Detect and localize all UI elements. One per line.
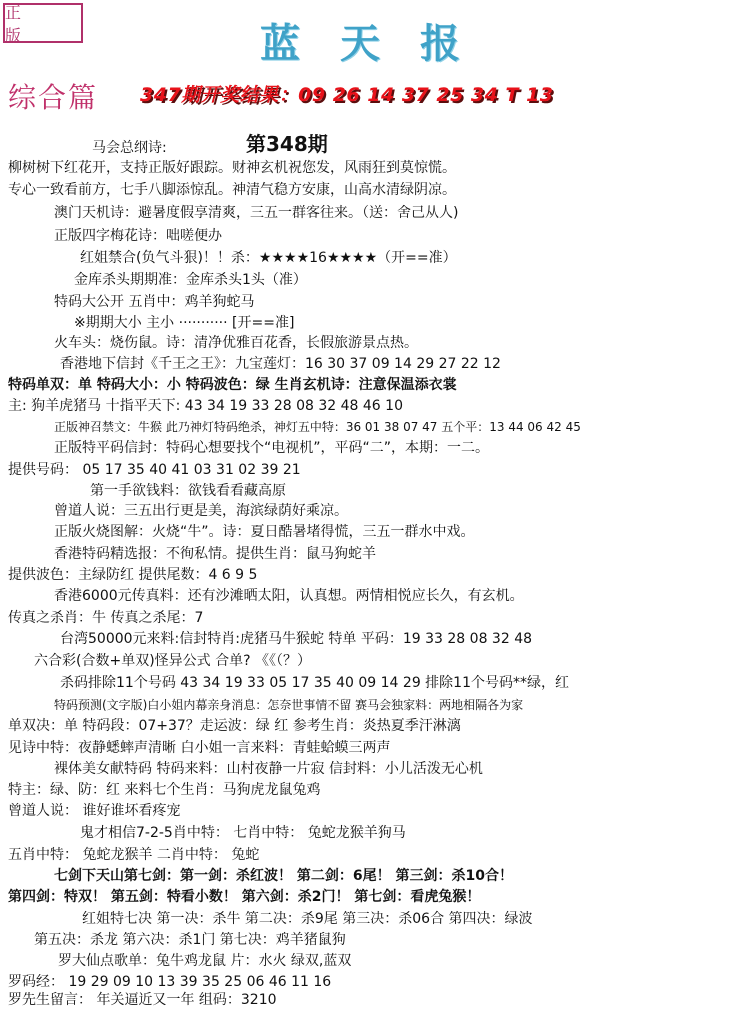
- text-line: 曾道人说： 谁好谁坏看疼宠: [8, 803, 181, 819]
- masthead-title: 蓝天报: [260, 20, 500, 67]
- text-line: 特码预测(文字版)白小姐内幕亲身消息：怎奈世事情不留 赛马会独家料：两地相隔各为家: [54, 698, 524, 712]
- text-line: 第一手欲钱料：欲钱看看藏高原: [90, 483, 286, 499]
- text-line: 罗码经： 19 29 09 10 13 39 35 25 06 46 11 16: [8, 974, 332, 990]
- text-line: 红姐禁合(负气斗狠)！！杀：★★★★16★★★★（开==准）: [80, 250, 457, 266]
- text-line: 台湾50000元来料:信封特肖:虎猪马牛猴蛇 特单 平码：19 33 28 08 32 48: [60, 631, 533, 647]
- text-line: 传真之杀肖：牛 传真之杀尾：7: [8, 610, 204, 626]
- text-line: 裸体美女献特码 特码来料：山村夜静一片寂 信封料：小儿活泼无心机: [54, 761, 483, 777]
- poem-line: 专心一致看前方，七手八脚添惊乱。神清气稳方安康，山高水清绿阴凉。: [8, 182, 456, 198]
- text-line: 曾道人说：三五出行更是美，海滨绿荫好乘凉。: [54, 503, 348, 519]
- text-line: 第五决：杀龙 第六决：杀1门 第七决：鸡羊猪鼠狗: [34, 932, 346, 948]
- text-line: 火车头：烧伤鼠。诗：清净优雅百花香，长假旅游景点热。: [54, 335, 418, 351]
- section-title: 综合篇: [8, 81, 99, 114]
- previous-draw-result: 347期开奖结果：09 26 14 37 25 34 T 13: [140, 84, 554, 106]
- text-line: 五肖中特： 兔蛇龙猴羊 二肖中特： 兔蛇: [8, 847, 260, 863]
- text-line: 罗大仙点歌单：兔牛鸡龙鼠 片：水火 绿双,蓝双: [58, 953, 352, 969]
- text-line: 特主：绿、防：红 来料七个生肖：马狗虎龙鼠兔鸡: [8, 782, 321, 798]
- text-line: 特码单双：单 特码大小：小 特码波色：绿 生肖玄机诗：注意保温添衣裳: [8, 377, 457, 393]
- text-line: 正版特平码信封：特码心想要找个“电视机”，平码“二”，本期：一二。: [54, 440, 490, 456]
- genuine-edition-stamp: 正 版: [3, 3, 83, 43]
- text-line: 香港地下信封《千王之王》：九宝莲灯：16 30 37 09 14 29 27 22 12: [60, 356, 501, 372]
- text-line: 六合彩(合数+单双)怪异公式 合单? 《《（？）: [34, 653, 311, 669]
- poem-heading: 马会总纲诗:: [92, 140, 167, 156]
- text-line: 杀码排除11个号码 43 34 19 33 05 17 35 40 09 14 29 排除11个号码**绿，红: [60, 675, 569, 691]
- text-line: ※期期大小 主小 ··········· [开==准]: [74, 315, 295, 331]
- poem-line: 柳树树下红花开，支持正版好跟踪。财神玄机祝您发，风雨狂到莫惊慌。: [8, 160, 456, 176]
- text-line: 第四剑：特双！ 第五剑：特看小数！ 第六剑：杀2门！ 第七剑：看虎兔猴！: [8, 889, 481, 905]
- text-line: 正版四字梅花诗：咄嗟便办: [54, 228, 222, 244]
- text-line: 七剑下天山第七剑：第一剑：杀红波！ 第二剑：6尾！ 第三剑：杀10合！: [54, 868, 513, 884]
- issue-number: 第348期: [246, 132, 328, 156]
- text-line: 罗先生留言： 年关逼近又一年 组码：3210: [8, 992, 277, 1008]
- text-line: 红姐特七决 第一决：杀牛 第二决：杀9尾 第三决：杀06合 第四决：绿波: [82, 911, 533, 927]
- text-line: 香港6000元传真料：还有沙滩晒太阳，认真想。两情相悦应长久，有玄机。: [54, 588, 524, 604]
- text-line: 见诗中特：夜静蟋蟀声清晰 白小姐一言来料：青蛙蛤蟆三两声: [8, 740, 391, 756]
- text-line: 正版神召禁文：牛猴 此乃神灯特码绝杀，神灯五中特：36 01 38 07 47 五个平：13 44 06 42 45: [54, 420, 581, 434]
- text-line: 澳门天机诗：避暑度假享清爽，三五一群客往来。（送：舍己从人): [54, 205, 459, 221]
- text-line: 鬼才相信7-2-5肖中特： 七肖中特： 兔蛇龙猴羊狗马: [80, 825, 406, 841]
- text-line: 金库杀头期期准：金库杀头1头（准）: [74, 272, 307, 288]
- text-line: 特码大公开 五肖中：鸡羊狗蛇马: [54, 294, 255, 310]
- text-line: 正版火烧图解：火烧“牛”。诗：夏日酷暑堵得慌，三五一群水中戏。: [54, 524, 475, 540]
- text-line: 提供波色：主绿防红 提供尾数：4 6 9 5: [8, 567, 258, 583]
- text-line: 单双决：单 特码段：07+37？走运波：绿 红 参考生肖：炎热夏季汗淋漓: [8, 718, 461, 734]
- text-line: 提供号码： 05 17 35 40 41 03 31 02 39 21: [8, 462, 301, 478]
- text-line: 主: 狗羊虎猪马 十指平天下: 43 34 19 33 28 08 32 48 46 10: [8, 398, 403, 414]
- text-line: 香港特码精选报：不徇私情。提供生肖：鼠马狗蛇羊: [54, 546, 376, 562]
